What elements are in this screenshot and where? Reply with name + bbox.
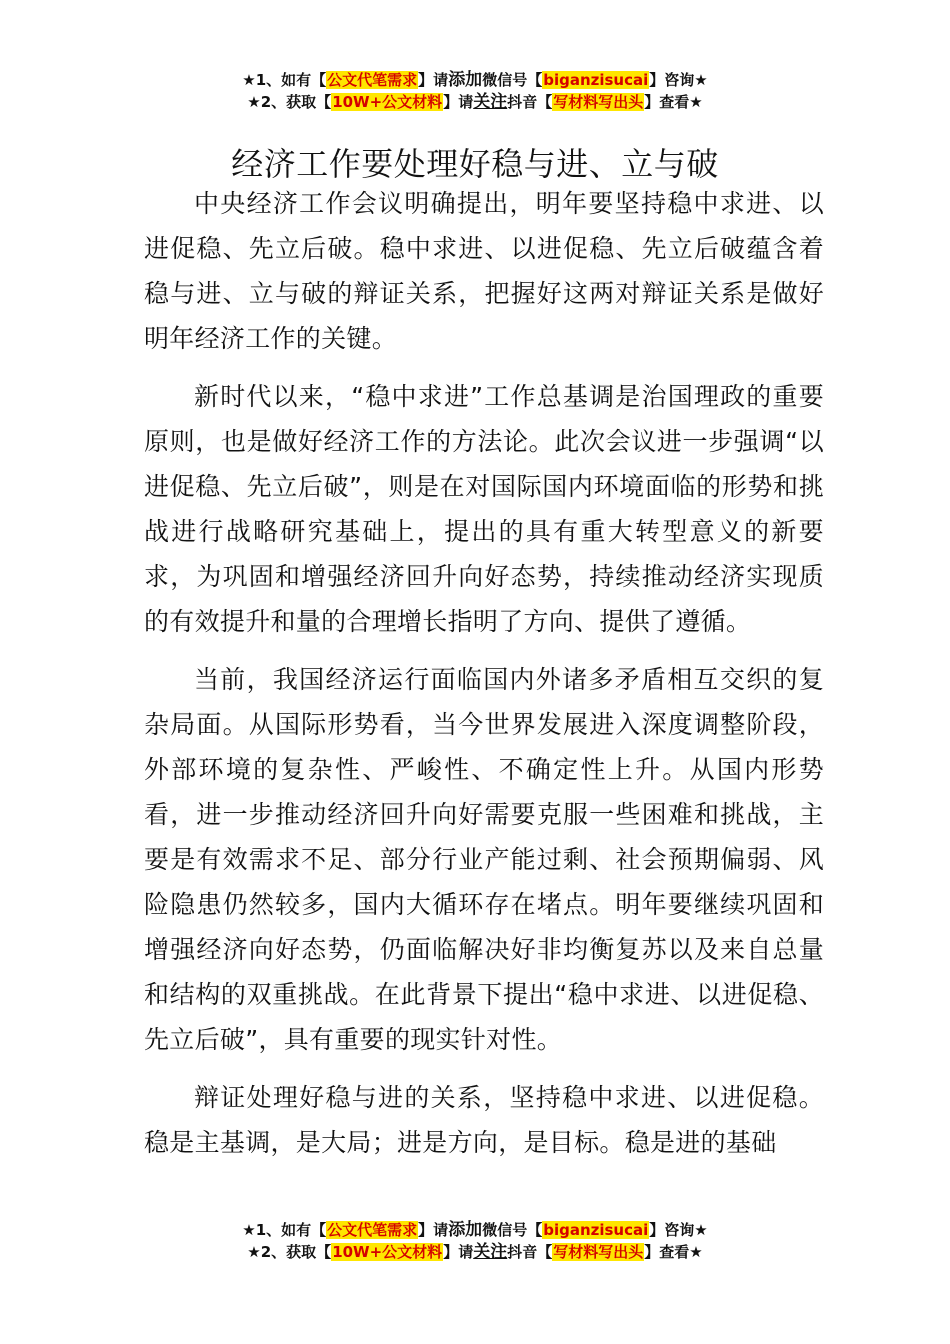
promo-line-2 [0,1241,950,1263]
promo-highlight: 公文代笔需求 [327,1221,418,1239]
promo-text: 微信号【 [482,1221,543,1239]
promo-line-1 [0,1219,950,1241]
paragraph: 当前，我国经济运行面临国内外诸多矛盾相互交织的复杂局面。从国际形势看，当今世界发展进入深度调整阶段，外部环境的复杂性、严峻性、不确定性上升。从国内形势看，进一步推动经济回升向好需要克服一些困难和挑战，主要是有效需求不足、部分行业产能过剩、社会预期偏弱、风险隐患仍然较多，国内大循环存在堵点。明年要继续巩固和增强经济向好态势，仍面临解决好非均衡复苏以及来自总量和结构的双重挑战。在此背景下提出“稳中求进、以进促稳、先立后破”，具有重要的现实针对性。 [144,665,824,1054]
promo-text: ★2、获取【 [247,1243,332,1261]
bottom-promo-banner [0,1219,950,1263]
paragraph: 新时代以来，“稳中求进”工作总基调是治国理政的重要原则，也是做好经济工作的方法论。此次会议进一步强调“以进促稳、先立后破”，则是在对国际国内环境面临的形势和挑战进行战略研究基础上，提出的具有重大转型意义的新要求，为巩固和增强经济回升向好态势，持续推动经济实现质的有效提升和量的合理增长指明了方向、提供了遵循。 [144,382,824,636]
promo-text: 】请 [443,1243,474,1261]
promo-highlight: 10W+公文材料 [332,1243,443,1261]
top-promo-banner [0,69,950,113]
promo-emphasis: 添加 [448,70,483,90]
promo-highlight: 公文代笔需求 [327,71,418,89]
promo-text: 抖音【 [507,1243,553,1261]
promo-wechat-id[interactable]: biganzisucai [543,1221,649,1239]
promo-wechat-id[interactable]: biganzisucai [543,71,649,89]
paragraph: 中央经济工作会议明确提出，明年要坚持稳中求进、以进促稳、先立后破。稳中求进、以进促稳、先立后破蕴含着稳与进、立与破的辩证关系，把握好这两对辩证关系是做好明年经济工作的关键。 [144,189,824,353]
promo-emphasis: 关注 [473,1242,508,1262]
paragraph: 辩证处理好稳与进的关系，坚持稳中求进、以进促稳。稳是主基调，是大局；进是方向，是目标。稳是进的基础 [144,1083,824,1157]
promo-emphasis: 添加 [448,1220,483,1240]
promo-line-1 [0,69,950,91]
promo-text: ★1、如有【 [242,71,327,89]
promo-text: 】咨询★ [649,1221,708,1239]
document-title: 经济工作要处理好稳与进、立与破 [231,145,719,184]
promo-text: 】查看★ [644,93,703,111]
document-body [144,181,824,1178]
promo-text: 】咨询★ [649,71,708,89]
promo-douyin-account[interactable]: 写材料写出头 [553,93,644,111]
promo-highlight: 10W+公文材料 [332,93,443,111]
promo-douyin-account[interactable]: 写材料写出头 [553,1243,644,1261]
promo-line-2 [0,91,950,113]
promo-emphasis: 关注 [473,92,508,112]
promo-text: 】请 [418,1221,449,1239]
promo-text: 抖音【 [507,93,553,111]
promo-text: ★1、如有【 [242,1221,327,1239]
promo-text: 】查看★ [644,1243,703,1261]
promo-text: 】请 [418,71,449,89]
promo-text: ★2、获取【 [247,93,332,111]
promo-text: 】请 [443,93,474,111]
promo-text: 微信号【 [482,71,543,89]
